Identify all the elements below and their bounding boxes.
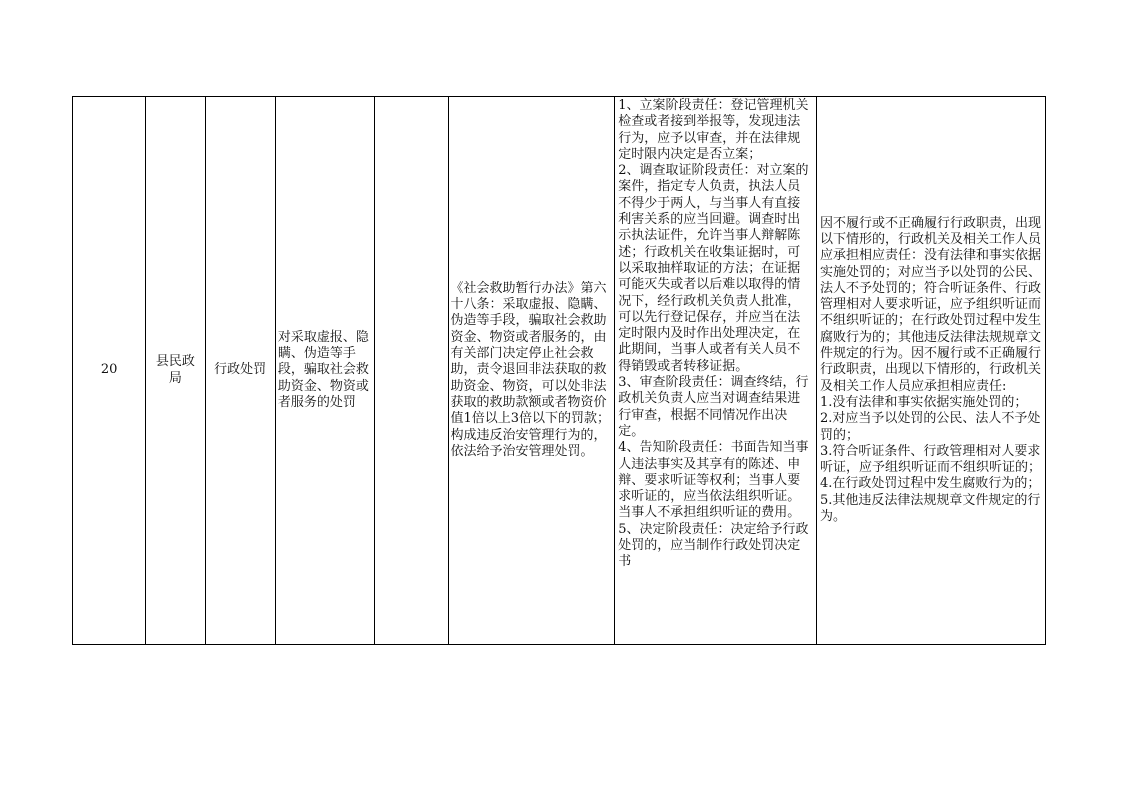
row-number: 20 [100, 362, 118, 378]
responsibility-item: 3、审查阶段责任：调查终结，行政机关负责人应当对调查结果进行审查，根据不同情况作出决定。 [618, 375, 809, 439]
responsibility-item: 5、决定阶段责任：决定给予行政处罚的，应当制作行政处罚决定书 [618, 521, 809, 570]
category-cell [205, 97, 275, 645]
accountability-item: 5.其他违反法律法规规章文件规定的行为。 [820, 492, 1041, 525]
legal-basis-cell [448, 97, 615, 645]
table-row [73, 97, 1046, 645]
responsibility-cell [615, 97, 817, 645]
accountability-intro: 因不履行或不正确履行行政职责，出现以下情形的，行政机关及相关工作人员应承担相应责任：没有法律和事实依据实施处罚的；对应当予以处罚的公民、法人不予处罚的；符合听证条件、行政管理相对人要求听证，应予组织听证而不组织听证的；在行政处罚过程中发生腐败行为的；其他违反法律法规规章文件规定的行为。因不履行或不正确履行行政职责，出现以下情形的，行政机关及相关工作人员应承担相应责任: [820, 215, 1042, 394]
responsibility-item: 2、调查取证阶段责任：对立案的案件，指定专人负责，执法人员不得少于两人，与当事人有直接利害关系的应当回避。调查时出示执法证件，允许当事人辩解陈述；行政机关在收集证据时，可以采取抽样取证的方法；在证据可能灭失或者以后难以取得的情况下，经行政机关负责人批准，可以先行登记保存，并应当在法定时限内及时作出处理决定，在此期间，当事人或者有关人员不得销毁或者转移证据。 [618, 163, 809, 374]
row-number-cell [73, 97, 146, 645]
item-name-cell [275, 97, 374, 645]
accountability-cell [817, 97, 1046, 645]
category: 行政处罚 [214, 362, 267, 378]
accountability-item: 1.没有法律和事实依据实施处罚的； [820, 394, 1028, 410]
accountability-item: 4.在行政处罚过程中发生腐败行为的； [820, 476, 1041, 492]
department: 县民政局 [155, 354, 195, 386]
accountability-item: 2.对应当予以处罚的公民、法人不予处罚的； [820, 411, 1041, 443]
responsibility-text [615, 97, 816, 644]
sub-item-cell [375, 97, 448, 645]
legal-basis: 《社会救助暂行办法》第六十八条：采取虚报、隐瞒、伪造等手段，骗取社会救助资金、物资或者服务的，由有关部门决定停止社会救助，责令退回非法获取的救助资金、物资，可以处非法获取的救助款额或者物资价值1倍以上3倍以下的罚款；构成违反治安管理行为的，依法给予治安管理处罚。 [450, 280, 611, 459]
accountability-item: 3.符合听证条件、行政管理相对人要求听证，应予组织听证而不组织听证的； [820, 443, 1042, 476]
responsibility-item: 1、立案阶段责任：登记管理机关检查或者接到举报等，发现违法行为，应予以审查，并在法律规定时限内决定是否立案； [618, 98, 809, 162]
department-cell [146, 97, 205, 645]
responsibility-item: 4、告知阶段责任：书面告知当事人违法事实及其享有的陈述、申辩、要求听证等权利；当事人要求听证的，应当依法组织听证。当事人不承担组织听证的费用。 [618, 440, 809, 521]
power-list-table [72, 96, 1046, 645]
item-name: 对采取虚报、隐瞒、伪造等手段，骗取社会救助资金、物资或者服务的处罚 [277, 329, 369, 410]
